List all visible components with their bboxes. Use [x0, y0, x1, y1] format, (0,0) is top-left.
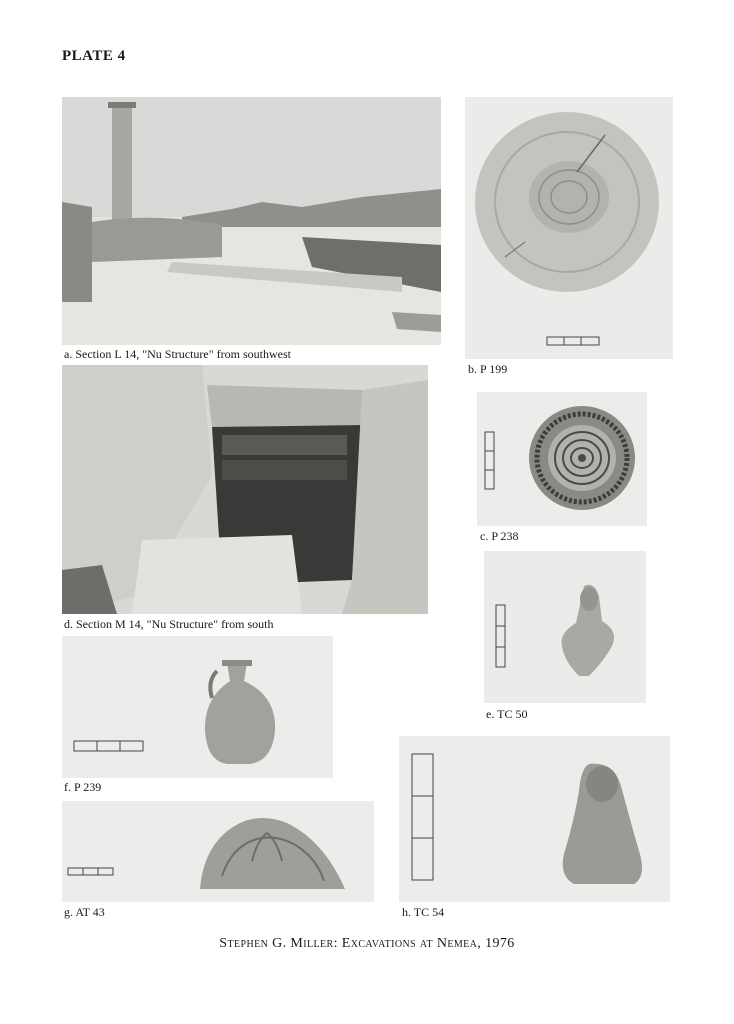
photo-section-l14 [62, 97, 441, 345]
plate-title: PLATE 4 [62, 48, 126, 64]
caption-b: b. P 199 [468, 362, 508, 376]
caption-f: f. P 239 [64, 780, 102, 794]
caption-d: d. Section M 14, "Nu Structure" from south [64, 617, 274, 631]
photo-p239 [62, 636, 333, 778]
page-footer: Stephen G. Miller: Excavations at Nemea, 1976 [219, 936, 515, 951]
photo-tc50 [484, 551, 646, 703]
photo-tc54 [399, 736, 670, 902]
caption-e: e. TC 50 [486, 707, 528, 721]
photo-p199 [465, 97, 673, 359]
caption-g: g. AT 43 [64, 905, 105, 919]
caption-c: c. P 238 [480, 529, 519, 543]
caption-a: a. Section L 14, "Nu Structure" from southwest [64, 347, 291, 361]
photo-p238 [477, 392, 647, 526]
caption-h: h. TC 54 [402, 905, 445, 919]
photo-at43 [62, 801, 374, 902]
photo-section-m14 [62, 365, 428, 614]
